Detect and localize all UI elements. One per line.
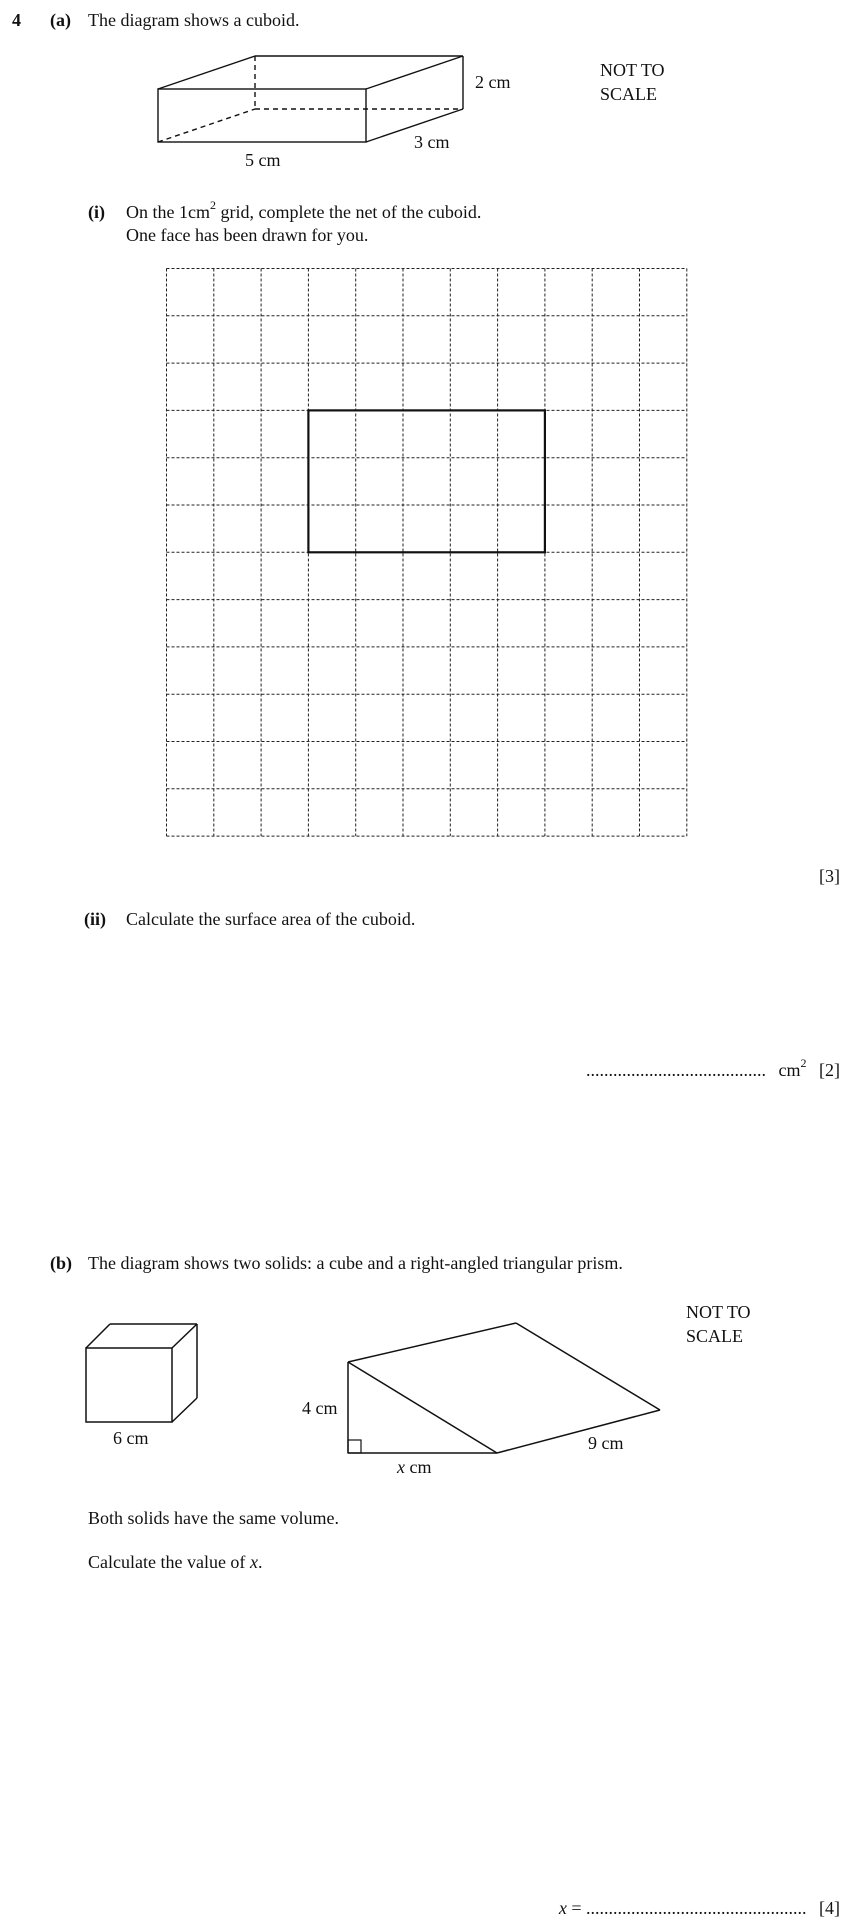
part-a-intro: The diagram shows a cuboid. bbox=[88, 10, 300, 30]
prism-base-unit: cm bbox=[405, 1457, 432, 1477]
cuboid-depth-label: 3 cm bbox=[414, 132, 450, 152]
not-to-scale-a-line1: NOT TO bbox=[600, 60, 665, 80]
net-grid[interactable] bbox=[166, 268, 688, 837]
part-i-label: (i) bbox=[88, 202, 105, 222]
question-number: 4 bbox=[12, 10, 21, 30]
part-b-line2: Calculate the value of x. bbox=[88, 1552, 263, 1572]
cuboid-width-label: 5 cm bbox=[245, 150, 281, 170]
prism-length-label: 9 cm bbox=[588, 1433, 624, 1453]
not-to-scale-b-line1: NOT TO bbox=[686, 1302, 751, 1322]
answer-dots-b[interactable]: ................................................. bbox=[586, 1898, 807, 1918]
prism-hypotenuse bbox=[348, 1362, 497, 1453]
cube-front-face bbox=[86, 1348, 172, 1422]
part-ii-answer-line[interactable] bbox=[586, 1056, 840, 1081]
part-ii-marks: [2] bbox=[819, 1060, 840, 1080]
part-b-line1: Both solids have the same volume. bbox=[88, 1508, 339, 1528]
part-ii-text: Calculate the surface area of the cuboid. bbox=[126, 909, 416, 929]
answer-eq-b: = bbox=[566, 1898, 586, 1918]
answer-dots-ii[interactable]: ........................................ bbox=[586, 1060, 766, 1080]
prism-base-var: x bbox=[397, 1457, 405, 1477]
not-to-scale-b-line2: SCALE bbox=[686, 1326, 744, 1346]
cuboid-front-face bbox=[158, 89, 366, 142]
part-i-instruction-line2: One face has been drawn for you. bbox=[126, 225, 369, 245]
part-b-marks: [4] bbox=[819, 1898, 840, 1918]
answer-var-b: x bbox=[558, 1898, 567, 1918]
part-ii-label: (ii) bbox=[84, 909, 106, 929]
not-to-scale-a-line2: SCALE bbox=[600, 84, 658, 104]
cuboid-diagram bbox=[0, 0, 853, 180]
part-a-label: (a) bbox=[50, 10, 71, 30]
part-b-answer-line[interactable] bbox=[559, 1898, 840, 1919]
cuboid-height-label: 2 cm bbox=[475, 72, 511, 92]
part-i-marks: [3] bbox=[819, 866, 840, 886]
answer-unit-ii: $cm^2$ bbox=[778, 1056, 807, 1080]
part-i-text-post: grid, complete the net of the cuboid. bbox=[215, 202, 482, 222]
hidden-edge-diagonal bbox=[158, 109, 255, 142]
part-b-label: (b) bbox=[50, 1253, 72, 1273]
cube-side-label: 6 cm bbox=[113, 1428, 149, 1448]
drawn-face bbox=[308, 410, 545, 552]
right-angle-marker bbox=[348, 1440, 361, 1453]
prism-height-label: 4 cm bbox=[302, 1398, 338, 1418]
prism-base-label bbox=[397, 1457, 432, 1478]
part-b-intro: The diagram shows two solids: a cube and a right-angled triangular prism. bbox=[88, 1253, 623, 1273]
part-i-text-sup: 2 bbox=[209, 198, 216, 212]
part-i-text-pre: On the 1cm bbox=[126, 202, 210, 222]
part-i-instruction-line1 bbox=[126, 198, 482, 223]
